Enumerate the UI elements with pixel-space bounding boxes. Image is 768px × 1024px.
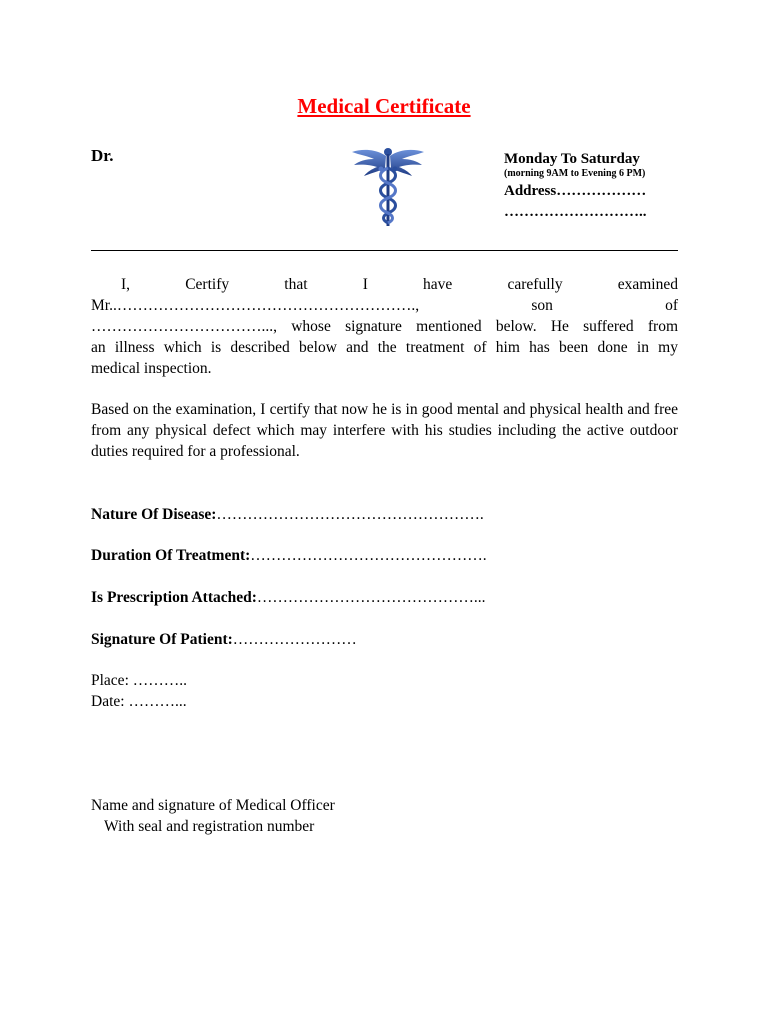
field-label: Duration Of Treatment:: [91, 547, 251, 564]
officer-signature-label: Name and signature of Medical Officer: [91, 797, 335, 814]
officer-seal-label: With seal and registration number: [104, 818, 315, 835]
paragraph-line: an illness which is described below and the treatment of him has been done in my: [91, 339, 678, 356]
duration-of-treatment-field: [91, 545, 678, 566]
place-field: Place: ………..: [91, 672, 187, 689]
field-label: Nature Of Disease:: [91, 506, 217, 523]
working-hours: (morning 9AM to Evening 6 PM): [504, 168, 646, 179]
doctor-name-label: Dr.: [91, 146, 114, 165]
field-blank: ……………………: [232, 631, 357, 648]
address-line-1: Address………………: [504, 183, 647, 199]
patient-signature-field: [91, 629, 678, 650]
address-line-2: ………………………..: [504, 204, 647, 220]
field-blank: …………………………………………….: [216, 506, 484, 523]
page-title: Medical Certificate: [297, 94, 471, 118]
header-divider: [91, 250, 678, 251]
field-blank: ……………………………………….: [250, 547, 487, 564]
certification-paragraph: [91, 274, 678, 379]
paragraph-line: Mr..…………………………………………………., son of: [91, 297, 678, 314]
prescription-attached-field: [91, 587, 678, 608]
paragraph-line: I, Certify that I have carefully examined: [121, 276, 678, 293]
field-label: Is Prescription Attached:: [91, 589, 257, 606]
field-label: Signature Of Patient:: [91, 631, 233, 648]
field-blank: ……………………………………...: [256, 589, 486, 606]
paragraph-line: ……………………………..., whose signature mentioned below. He suffered from: [91, 318, 678, 335]
paragraph-line: medical inspection.: [91, 360, 212, 377]
working-days: Monday To Saturday: [504, 151, 640, 167]
date-field: Date: ………...: [91, 693, 187, 710]
clinic-info: [504, 150, 684, 223]
nature-of-disease-field: [91, 504, 678, 525]
examination-paragraph: Based on the examination, I certify that now he is in good mental and physical health and free from any physical defect which may interfere with his studies including the active outdoor duties required for a professional.: [91, 401, 678, 460]
caduceus-icon: [350, 146, 426, 228]
